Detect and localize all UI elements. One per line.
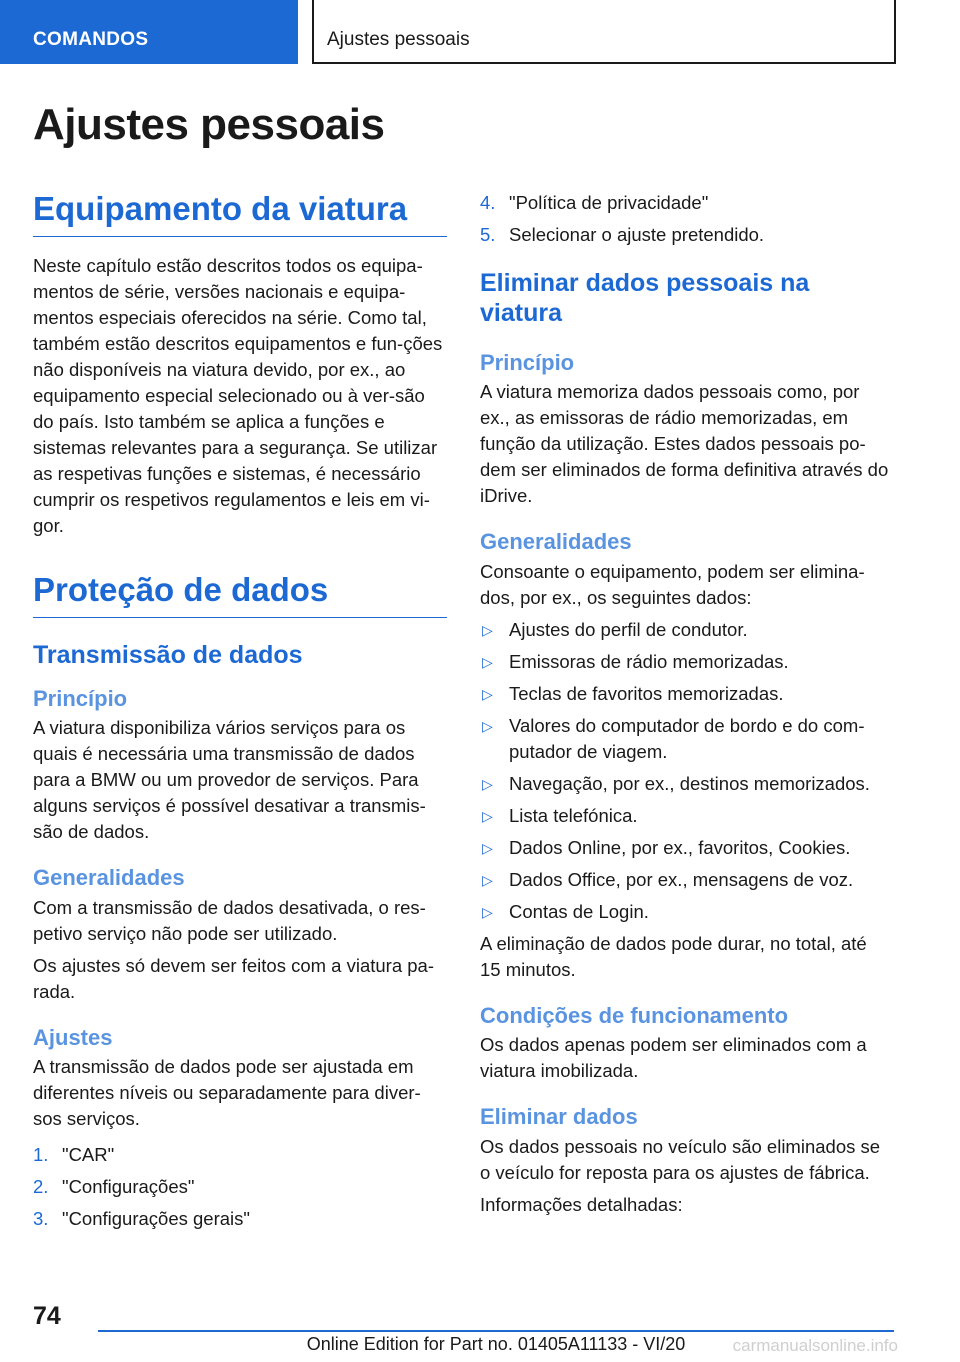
heading-protecao-dados: Proteção de dados xyxy=(33,571,447,618)
bullet-text: Dados Office, por ex., mensagens de voz. xyxy=(509,868,854,890)
paragraph-principio: A viatura disponibiliza vários serviços para os quais é necessária uma transmissão de dados para a BMW ou um provedor de serviços. Para alguns serviços é possível desativar a transmis-são de dados. xyxy=(33,717,426,843)
triangle-bullet-icon: ▷ xyxy=(482,653,493,670)
list-item xyxy=(480,867,892,893)
heading-principio: Princípio xyxy=(33,685,128,711)
bullet-text: Valores do computador de bordo e do com-putador de viagem. xyxy=(509,714,865,762)
paragraph-equipamento: Neste capítulo estão descritos todos os equipa-mentos de série, versões nacionais e equipa-mentos especiais oferecidos na série. Como tal, também estão descritos equipamentos e fun-ções não disponíveis na viatura devido, por ex., ao equipamento especial selecionado ou à ver-são do país. Isto também se aplica a funções e sistemas relevantes para a segurança. Se utilizar as respetivas funções e sistemas, é necessário cumprir os respetivos regulamentos e leis em vi-gor. xyxy=(33,254,443,536)
bullet-text: Contas de Login. xyxy=(509,900,649,922)
list-item xyxy=(480,222,892,248)
right-column xyxy=(480,190,892,1224)
triangle-bullet-icon: ▷ xyxy=(482,717,493,734)
watermark: carmanualsonline.info xyxy=(732,1336,898,1355)
heading-generalidades: Generalidades xyxy=(480,529,632,555)
step-number: 2. xyxy=(33,1176,49,1198)
list-item xyxy=(33,1206,447,1232)
heading-generalidades: Generalidades xyxy=(33,865,185,891)
bullet-text: Dados Online, por ex., favoritos, Cookies. xyxy=(509,836,851,858)
paragraph-generalidades: Consoante o equipamento, podem ser elimina-dos, por ex., os seguintes dados: xyxy=(480,560,865,608)
paragraph-duracao: A eliminação de dados pode durar, no total, até 15 minutos. xyxy=(480,932,867,980)
left-column xyxy=(33,190,447,1238)
triangle-bullet-icon: ▷ xyxy=(482,775,493,792)
list-item xyxy=(480,713,892,765)
paragraph-eliminar: Os dados pessoais no veículo são eliminados se o veículo for reposta para os ajustes de fábrica. xyxy=(480,1135,881,1183)
step-number: 1. xyxy=(33,1144,49,1166)
paragraph-condicoes: Os dados apenas podem ser eliminados com a viatura imobilizada. xyxy=(480,1034,867,1082)
bullet-text: Emissoras de rádio memorizadas. xyxy=(509,650,789,672)
heading-equipamento: Equipamento da viatura xyxy=(33,190,447,237)
step-number: 3. xyxy=(33,1208,49,1230)
bullet-text: Ajustes do perfil de condutor. xyxy=(509,618,748,640)
steps-list-right xyxy=(480,190,892,248)
footer-edition: Online Edition for Part no. 01405A11133 - VI/20 xyxy=(306,1334,686,1354)
triangle-bullet-icon: ▷ xyxy=(482,871,493,888)
list-item xyxy=(480,899,892,925)
list-item xyxy=(33,1142,447,1168)
step-text: "Configurações" xyxy=(62,1176,195,1198)
paragraph-informacoes: Informações detalhadas: xyxy=(480,1193,683,1215)
list-item xyxy=(480,681,892,707)
step-number: 4. xyxy=(480,192,496,213)
step-text: "CAR" xyxy=(62,1144,115,1166)
deletable-data-list xyxy=(480,617,892,925)
heading-principio: Princípio xyxy=(480,350,575,375)
heading-condicoes: Condições de funcionamento xyxy=(480,1002,789,1028)
step-text: Selecionar o ajuste pretendido. xyxy=(509,224,765,245)
heading-eliminar-dados-pessoais: Eliminar dados pessoais na viatura xyxy=(480,269,810,327)
bullet-text: Teclas de favoritos memorizadas. xyxy=(509,682,784,704)
list-item xyxy=(33,1174,447,1200)
step-text: "Configurações gerais" xyxy=(62,1208,250,1230)
triangle-bullet-icon: ▷ xyxy=(482,685,493,702)
footer-divider xyxy=(98,1330,894,1332)
steps-list-left xyxy=(33,1142,447,1232)
chapter-tab xyxy=(312,0,896,64)
list-item xyxy=(480,190,892,216)
heading-ajustes: Ajustes xyxy=(33,1024,113,1050)
section-label: COMANDOS xyxy=(33,29,149,50)
paragraph-generalidades-1: Com a transmissão de dados desativada, o res-petivo serviço não pode ser utilizado. xyxy=(33,896,426,944)
triangle-bullet-icon: ▷ xyxy=(482,621,493,638)
triangle-bullet-icon: ▷ xyxy=(482,807,493,824)
bullet-text: Lista telefónica. xyxy=(509,804,638,826)
page-number: 74 xyxy=(33,1302,61,1330)
list-item xyxy=(480,803,892,829)
paragraph-ajustes: A transmissão de dados pode ser ajustada em diferentes níveis ou separadamente para diver-sos serviços. xyxy=(33,1056,421,1130)
heading-transmissao-dados: Transmissão de dados xyxy=(33,640,303,669)
triangle-bullet-icon: ▷ xyxy=(482,839,493,856)
paragraph-principio: A viatura memoriza dados pessoais como, por ex., as emissoras de rádio memorizadas, em função da utilização. Estes dados pessoais po-dem ser eliminados de forma definitiva através do iDrive. xyxy=(480,381,889,507)
list-item xyxy=(480,771,892,797)
section-tab xyxy=(0,0,298,64)
page-title: Ajustes pessoais xyxy=(33,100,385,149)
list-item xyxy=(480,649,892,675)
chapter-label: Ajustes pessoais xyxy=(327,29,470,50)
step-number: 5. xyxy=(480,224,496,245)
paragraph-generalidades-2: Os ajustes só devem ser feitos com a viatura pa-rada. xyxy=(33,954,435,1002)
heading-eliminar-dados: Eliminar dados xyxy=(480,1104,638,1130)
triangle-bullet-icon: ▷ xyxy=(482,903,493,920)
list-item xyxy=(480,617,892,643)
list-item xyxy=(480,835,892,861)
step-text: "Política de privacidade" xyxy=(509,192,709,213)
bullet-text: Navegação, por ex., destinos memorizados. xyxy=(509,772,870,794)
